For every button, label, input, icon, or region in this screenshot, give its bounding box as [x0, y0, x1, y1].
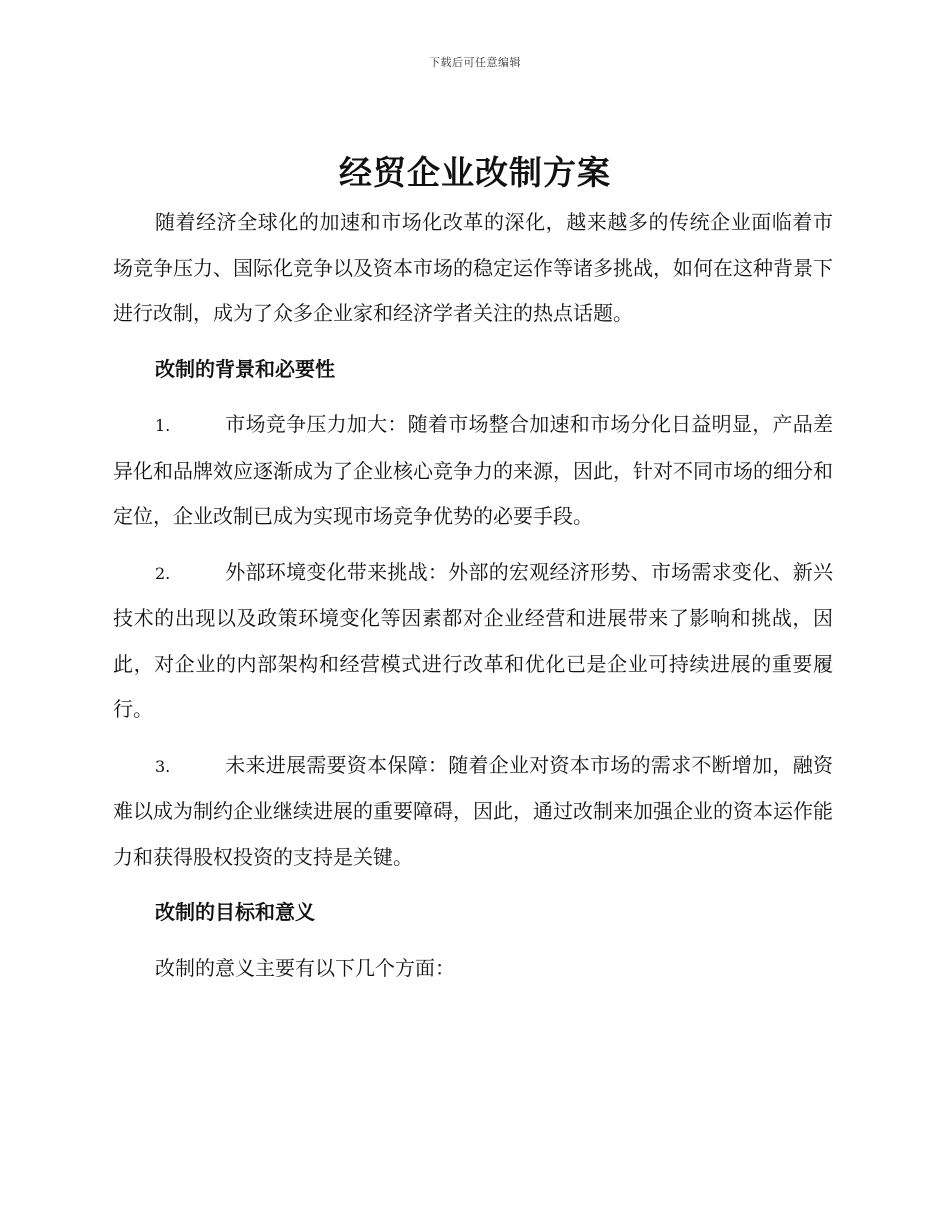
intro-paragraph: 随着经济全球化的加速和市场化改革的深化，越来越多的传统企业面临着市场竞争压力、国际化竞争以及资本市场的稳定运作等诸多挑战，如何在这种背景下进行改制，成为了众多企业家和经济学者关注的热点话题。 [113, 210, 833, 325]
list-item [113, 550, 833, 733]
document-title: 经贸企业改制方案 [339, 153, 611, 192]
list-item [113, 402, 833, 540]
list-item [113, 743, 833, 881]
section-intro-paragraph: 改制的意义主要有以下几个方面： [155, 955, 455, 980]
list-item-text: 市场竞争压力加大：随着市场整合加速和市场分化日益明显，产品差异化和品牌效应逐渐成为了企业核心竞争力的来源，因此，针对不同市场的细分和定位，企业改制已成为实现市场竞争优势的必要手段。 [113, 412, 833, 528]
list-item-text: 未来进展需要资本保障：随着企业对资本市场的需求不断增加，融资难以成为制约企业继续进展的重要障碍，因此，通过改制来加强企业的资本运作能力和获得股权投资的支持是关键。 [113, 752, 833, 869]
list-item-text: 外部环境变化带来挑战：外部的宏观经济形势、市场需求变化、新兴技术的出现以及政策环境变化等因素都对企业经营和进展带来了影响和挑战，因此，对企业的内部架构和经营模式进行改革和优化已是企业可持续进展的重要履行。 [113, 559, 833, 721]
list-number: 1. [155, 416, 171, 435]
document-body [113, 200, 833, 991]
section-heading-background: 改制的背景和必要性 [155, 356, 335, 381]
section-heading-goals: 改制的目标和意义 [155, 900, 315, 924]
header-note: 下载后可任意编辑 [429, 56, 521, 69]
list-number: 2. [155, 563, 171, 583]
list-number: 3. [155, 756, 171, 776]
